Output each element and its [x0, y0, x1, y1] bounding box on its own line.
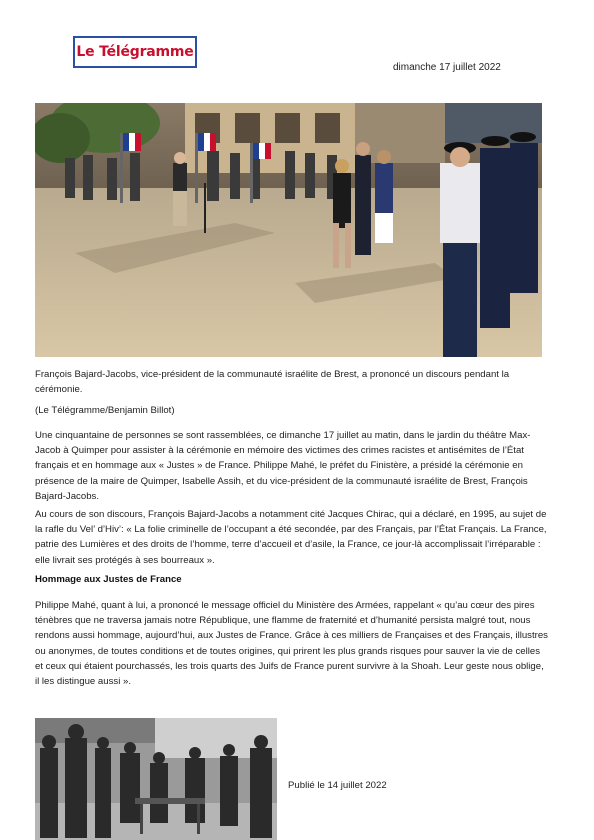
newspaper-logo: [73, 36, 197, 68]
article-paragraph: Au cours de son discours, François Bajard-Jacobs a notamment cité Jacques Chirac, qui a déclaré, en 1995, au sujet de la rafle du Vel’ d’Hiv’: « La folie criminelle de l’occupant a été secondée, par des Français, par l’État Français. La France, patrie des Lumières et des droits de l’homme, terre d’accueil et d’asile, la France, ce jour-là accomplissait l’irréparable : elle livrait ses protégés à ses bourreaux ».: [35, 509, 547, 566]
article-paragraph: Philippe Mahé, quant à lui, a prononcé le message officiel du Ministère des Armées, rappelant « qu’au cœur des pires ténèbres que ne traversa jamais notre République, une flamme de fraternité et d’humanité persista malgré tout, nous rendons aussi hommage, aujourd’hui, aux Justes de France. Grâce à ces milliers de Françaises et des Français, illustres ou anonymes, de toutes conditions et de toutes origines, qui prirent les plus grands risques pour sauver la vie de celles et ceux qui étaient pourchassés, les trois quarts des Juifs de France purent survivre à la Shoah. Leur geste nous oblige, il les distingue aussi ».: [35, 600, 548, 688]
logo-text: Le Télégramme: [76, 44, 194, 60]
historical-photo: [35, 718, 277, 840]
section-heading: Hommage aux Justes de France: [35, 574, 182, 585]
ceremony-photo: [35, 103, 542, 357]
photo-credit: (Le Télégramme/Benjamin Billot): [35, 405, 175, 416]
article-paragraph: Une cinquantaine de personnes se sont rassemblées, ce dimanche 17 juillet au matin, dans le jardin du théâtre Max-Jacob à Quimper pour assister à la cérémonie en mémoire des victimes des crimes racistes et antisémites de l’État français et en hommage aux « Justes » de France. Philippe Mahé, le préfet du Finistère, a présidé la cérémonie en présence de la maire de Quimper, Isabelle Assih, et du vice-président de la communauté israélite de Brest, François Bajard-Jacobs.: [35, 430, 531, 502]
article-date: dimanche 17 juillet 2022: [393, 62, 501, 73]
published-date: Publié le 14 juillet 2022: [288, 780, 387, 791]
photo-caption: François Bajard-Jacobs, vice-président de la communauté israélite de Brest, a prononcé un discours pendant la cérémonie.: [35, 369, 510, 395]
